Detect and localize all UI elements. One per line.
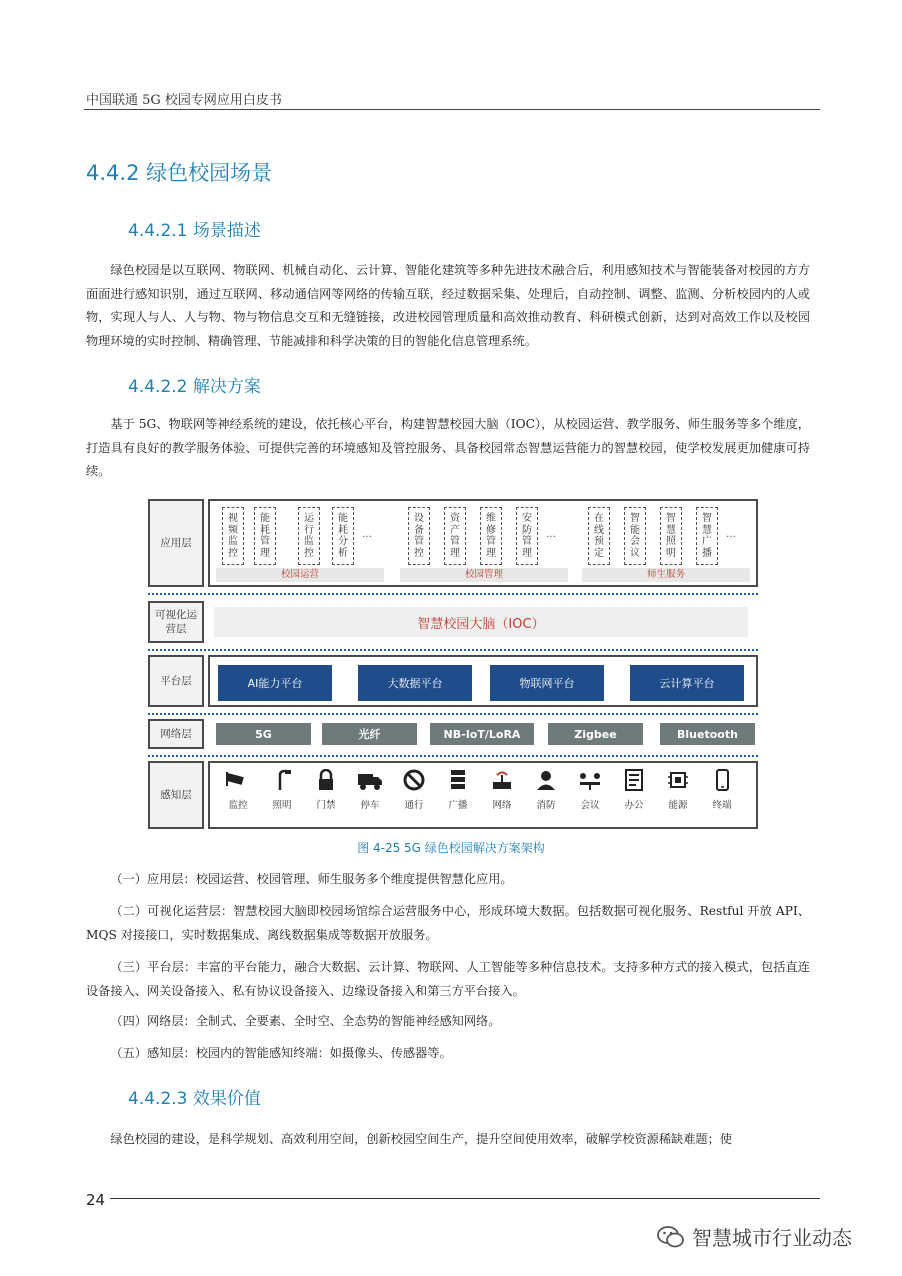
app-item: 安防管理 (516, 507, 538, 565)
section-title: 4.4.2 绿色校园场景 (86, 161, 273, 185)
app-item: 智能会议 (624, 507, 646, 565)
watermark-text: 智慧城市行业动态 (692, 1226, 852, 1250)
network-layer-box (208, 719, 758, 749)
server-icon (445, 769, 471, 791)
sensing-item: 监控 (218, 769, 258, 811)
network-block: Zigbee (548, 723, 643, 745)
architecture-diagram (146, 497, 760, 832)
subsection-title-1: 4.4.2.1 场景描述 (128, 221, 261, 241)
platform-block: 大数据平台 (358, 665, 472, 701)
layer-separator (148, 593, 758, 595)
group-label-teacher-student-service: 师生服务 (582, 568, 750, 582)
smartphone-icon (709, 769, 735, 791)
router-icon (489, 769, 515, 791)
page-number: 24 (86, 1191, 106, 1209)
sensing-item: 消防 (526, 769, 566, 811)
visual-ops-layer-box (208, 601, 758, 643)
effect-value-paragraph: 绿色校园的建设，是科学规划、高效利用空间，创新校园空间生产，提升空间使用效率，破解学校资源稀缺难题；使 (110, 1132, 732, 1146)
sensing-item: 办公 (614, 769, 654, 811)
sensing-item: 会议 (570, 769, 610, 811)
app-item: 视频监控 (222, 507, 244, 565)
network-block: Bluetooth (660, 723, 755, 745)
network-block: 光纤 (322, 723, 417, 745)
app-item: 能耗管理 (254, 507, 276, 565)
sensing-item: 通行 (394, 769, 434, 811)
ioc-banner: 智慧校园大脑（IOC） (214, 607, 748, 637)
list-item: （一）应用层：校园运营、校园管理、师生服务多个维度提供智慧化应用。 (110, 872, 513, 886)
group-label-campus-management: 校园管理 (400, 568, 568, 582)
street-light-icon (269, 769, 295, 791)
subsection-title-3: 4.4.2.3 效果价值 (128, 1089, 261, 1109)
app-item: 设备管控 (408, 507, 430, 565)
sensing-item: 网络 (482, 769, 522, 811)
sensing-item: 能源 (658, 769, 698, 811)
app-item: 在线预定 (588, 507, 610, 565)
list-item: （四）网络层：全制式、全要素、全时空、全态势的智能神经感知网络。 (110, 1014, 501, 1028)
layer-label-network: 网络层 (148, 719, 204, 749)
truck-icon (357, 769, 383, 791)
layer-label-app: 应用层 (148, 499, 204, 587)
platform-layer-box (208, 655, 758, 707)
sensing-item: 停车 (350, 769, 390, 811)
list-item: （五）感知层：校园内的智能感知终端：如摄像头、传感器等。 (110, 1046, 452, 1060)
sensing-layer-box (208, 761, 758, 829)
app-ellipsis: … (362, 529, 372, 540)
sensing-item: 门禁 (306, 769, 346, 811)
footer-rule (110, 1198, 820, 1199)
platform-block: 云计算平台 (630, 665, 744, 701)
network-block: 5G (216, 723, 311, 745)
layer-separator (148, 755, 758, 757)
sensing-item: 照明 (262, 769, 302, 811)
chip-icon (665, 769, 691, 791)
app-item: 能耗分析 (332, 507, 354, 565)
camera-icon (225, 769, 251, 791)
firefighter-icon (533, 769, 559, 791)
layer-separator (148, 649, 758, 651)
sensing-item: 广播 (438, 769, 478, 811)
platform-block: AI能力平台 (218, 665, 332, 701)
network-block: NB-IoT/LoRA (430, 723, 534, 745)
app-item: 运行监控 (298, 507, 320, 565)
app-item: 智慧照明 (660, 507, 682, 565)
watermark (656, 1222, 852, 1251)
lock-icon (313, 769, 339, 791)
app-item: 资产管理 (444, 507, 466, 565)
app-ellipsis: … (726, 529, 736, 540)
subsection-title-2: 4.4.2.2 解决方案 (128, 377, 261, 397)
layer-label-visual-ops: 可视化运营层 (148, 601, 204, 643)
group-label-campus-operation: 校园运营 (216, 568, 384, 582)
app-ellipsis: … (546, 529, 556, 540)
no-entry-icon (401, 769, 427, 791)
running-header: 中国联通 5G 校园专网应用白皮书 (86, 93, 282, 108)
wechat-icon (656, 1224, 686, 1250)
sensing-item: 终端 (702, 769, 742, 811)
layer-label-platform: 平台层 (148, 655, 204, 707)
app-item: 维修管理 (480, 507, 502, 565)
solution-paragraph: 基于 5G、物联网等神经系统的建设，依托核心平台，构建智慧校园大脑（IOC），从校园运营、教学服务、师生服务等多个维度，打造具有良好的教学服务体验、可提供完善的环境感知及管控服务、具备校园常态智慧运营能力的智慧校园，使学校发展更加健康可持续。 (86, 417, 810, 478)
app-layer-box (208, 499, 758, 587)
layer-separator (148, 713, 758, 715)
meeting-icon (577, 769, 603, 791)
app-item: 智慧广播 (696, 507, 718, 565)
list-item: （二）可视化运营层：智慧校园大脑即校园场馆综合运营服务中心，形成环境大数据。包括数据可视化服务、Restful 开放 API、MQS 对接接口，实时数据集成、离线数据集成等数据开放服务。 (86, 904, 810, 942)
list-item: （三）平台层：丰富的平台能力，融合大数据、云计算、物联网、人工智能等多种信息技术。支持多种方式的接入模式，包括直连设备接入、网关设备接入、私有协议设备接入、边缘设备接入和第三方平台接入。 (86, 960, 810, 998)
platform-block: 物联网平台 (490, 665, 604, 701)
header-rule (84, 109, 820, 110)
office-document-icon (621, 769, 647, 791)
scene-description-paragraph: 绿色校园是以互联网、物联网、机械自动化、云计算、智能化建筑等多种先进技术融合后，利用感知技术与智能装备对校园的方方面面进行感知识别，通过互联网、移动通信网等网络的传输互联，经过数据采集、处理后，自动控制、调整、监测、分析校园内的人或物，实现人与人、人与物、物与物信息交互和无缝链接，改进校园管理质量和高效推动教育、科研模式创新，达到对高效工作以及校园物理环境的实时控制、精确管理、节能减排和科学决策的目的智能化信息管理系统。 (86, 263, 810, 348)
layer-label-sensing: 感知层 (148, 761, 204, 829)
figure-caption: 图 4-25 5G 绿色校园解决方案架构 (357, 841, 545, 855)
